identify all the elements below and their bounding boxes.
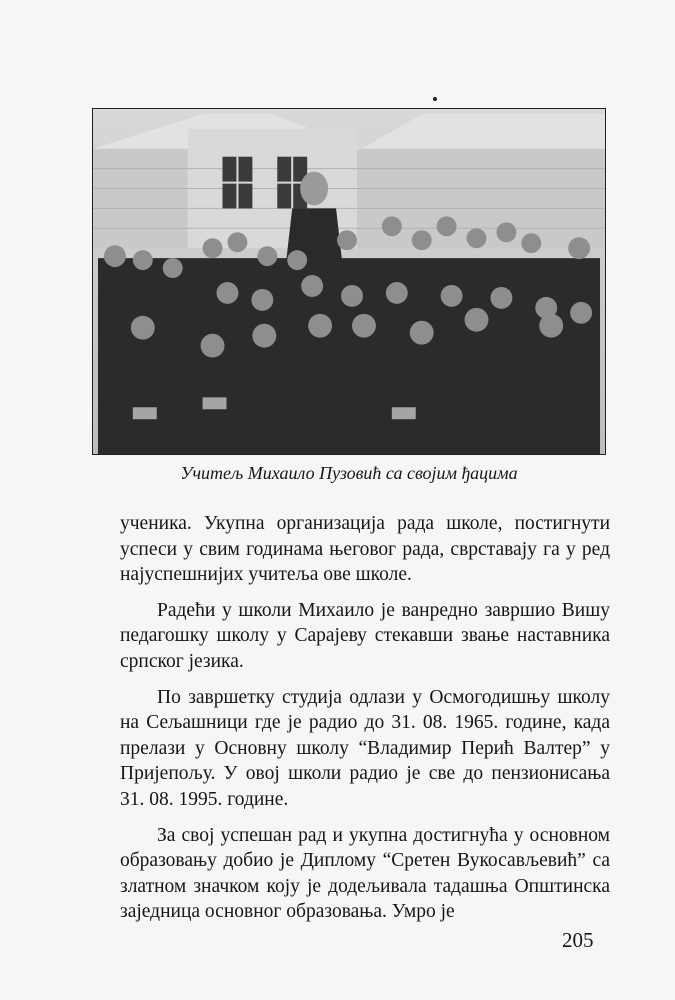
paragraph: Радећи у школи Михаило је ванредно завршио Вишу педагошку школу у Сарајеву стекавши звање наставника српског језика. [120, 599, 610, 672]
paragraph: ученика. Укупна организација рада школе, постигнути успеси у свим годинама његовог рада, сврставају га у ред најуспешнијих учитеља ове школе. [120, 513, 610, 586]
paragraph: По завршетку студија одлази у Осмогодишњу школу на Сељашници где је радио до 31. 08. 1965. године, када прелази у Основну школу “Владимир Перић Валтер” у Пријепољу. У овој школи радио је све до пензионисања 31. 08. 1995. године. [120, 686, 610, 810]
paragraph: За свој успешан рад и укупна достигнућа у основном образовању добио је Диплому “Сретен Вукосављевић” са златном значком коју је додељивала тадашња Општинска заједница основног образовања. Умро је [120, 824, 610, 923]
class-photograph [92, 108, 606, 455]
body-text [120, 511, 610, 935]
page-number: 205 [562, 928, 594, 952]
ink-dot [433, 97, 437, 101]
photograph-image [93, 109, 605, 454]
photo-caption: Учитељ Михаило Пузовић са својим ђацима [180, 463, 518, 483]
